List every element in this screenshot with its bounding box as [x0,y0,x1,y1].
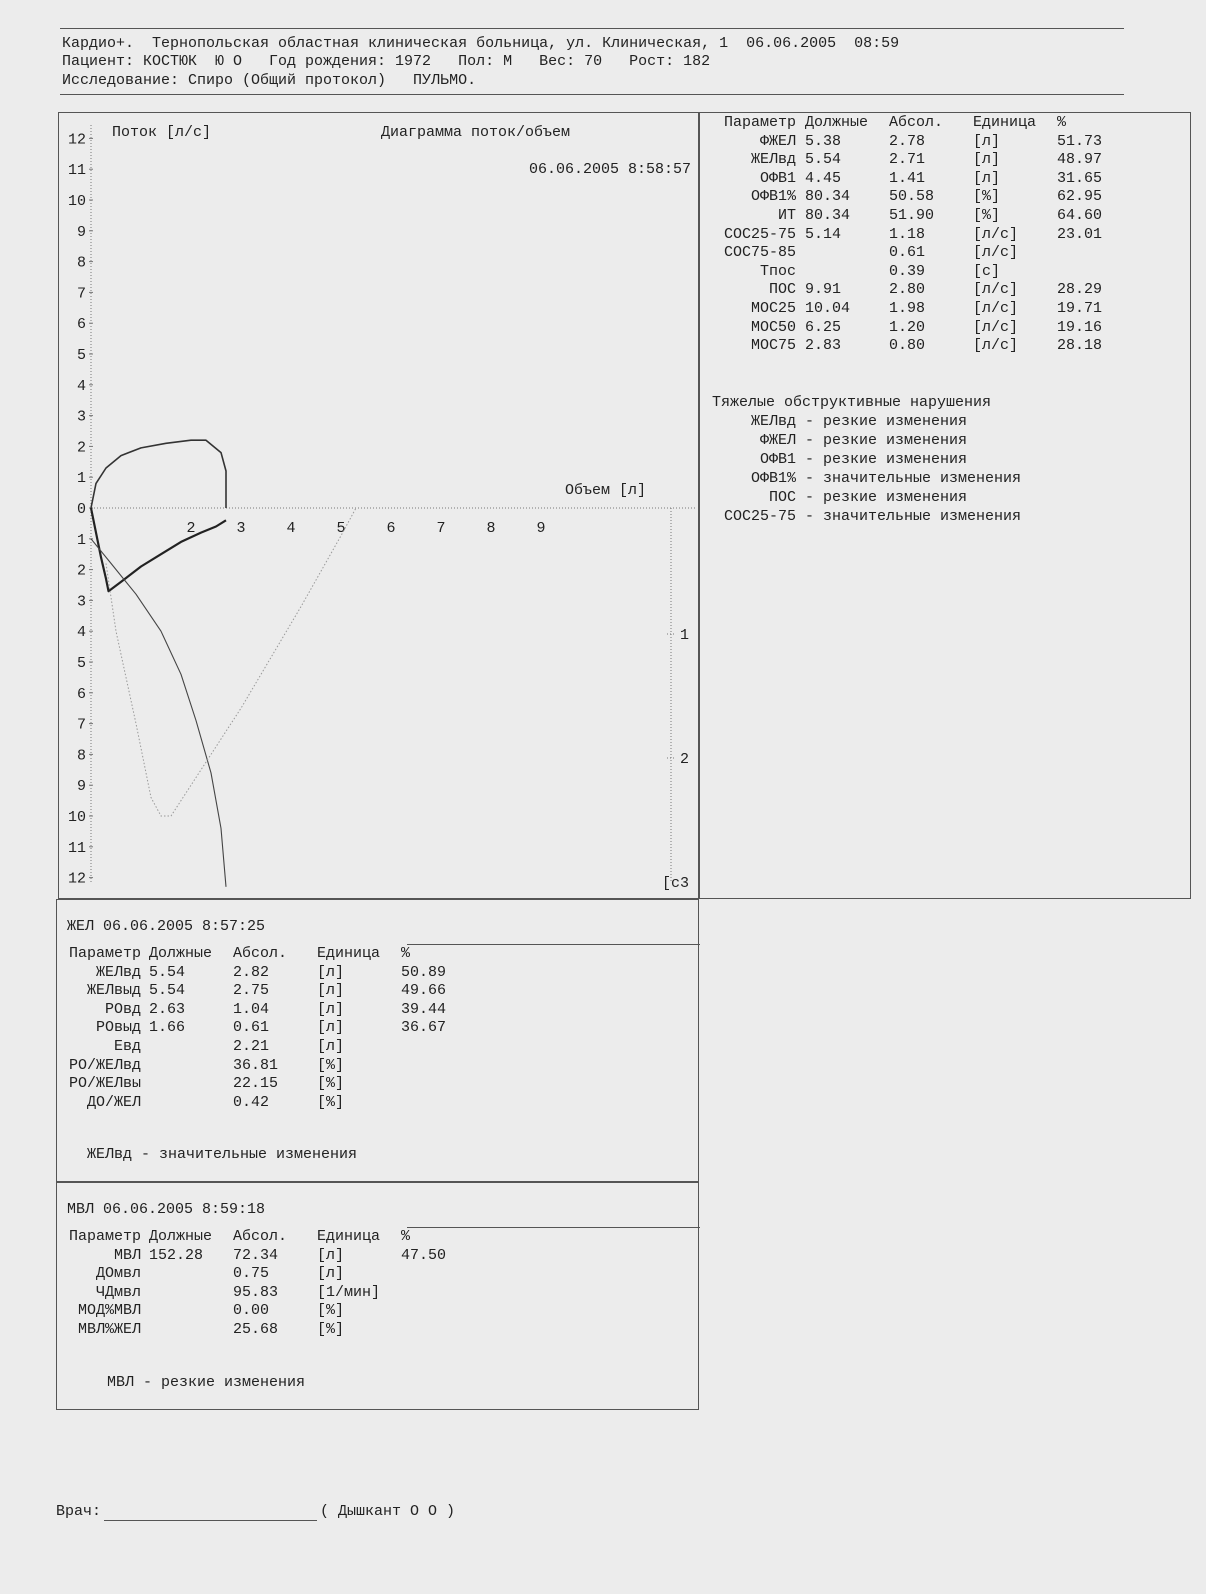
doctor-name: ( Дышкант О О ) [320,1503,456,1520]
col-header-percent: % [1057,114,1067,131]
zhel-section [56,899,699,1182]
y-tick-label: 0 [76,501,86,518]
due-value [141,1057,233,1076]
col-header-param: Параметр [68,1228,141,1245]
abs-value: 0.39 [889,262,926,280]
col-header-unit: Единица [973,114,1037,131]
abs-value: 50.58 [889,188,935,206]
due-value: 5.54 [149,982,186,1000]
chart-right-unit: [с3 [661,875,689,892]
col-header-param: Параметр [68,945,141,962]
y-tick-label: 1 [76,531,86,549]
doctor-label: Врач: [56,1503,102,1520]
table-row [57,1001,446,1020]
unit-value: [л] [317,1019,345,1037]
y-tick-label: 5 [76,347,86,364]
param-name: ПОС [768,281,796,299]
col-header-abs: Абсол. [233,1228,288,1245]
param-name: Евд [113,1037,141,1055]
table-row [712,244,1102,263]
conclusion-param: ОФВ1% [750,470,796,487]
table-row [712,151,1102,170]
header-line-1: Кардио+. Тернопольская областная клиническая больница, ул. Клиническая, 1 06.06.2005 08:59 [62,35,900,52]
mvl-title: МВЛ 06.06.2005 8:59:18 [67,1201,266,1218]
conclusion-item [712,412,1021,431]
zhel-title: ЖЕЛ 06.06.2005 8:57:25 [67,918,266,935]
col-header-unit: Единица [317,945,381,962]
abs-value: 22.15 [233,1075,279,1093]
percent-value: 51.73 [1057,132,1103,150]
unit-value: [%] [317,1056,345,1074]
percent-value: 39.44 [401,1000,447,1018]
param-name: ЖЕЛвд [95,963,141,981]
unit-value: [л] [317,963,345,981]
conclusion-param: ОФВ1 [759,451,796,468]
abs-value: 0.00 [233,1302,270,1320]
x-tick-label: 9 [536,520,546,537]
zhel-rule [407,944,700,945]
mvl-rule [407,1227,700,1228]
unit-value: [%] [973,206,1001,224]
abs-value: 36.81 [233,1056,279,1074]
abs-value: 1.20 [889,318,926,336]
table-row [57,1302,446,1321]
param-name: МОС50 [750,318,796,336]
x-tick-label: 8 [486,520,496,537]
table-row [712,170,1102,189]
header-line-2: Пациент: КОСТЮК Ю О Год рождения: 1972 Пол: М Вес: 70 Рост: 182 [62,53,711,70]
percent-value [401,1057,446,1076]
unit-value: [л/с] [973,299,1019,317]
percent-value [401,1284,446,1303]
conclusion-text: резкие изменения [823,451,968,468]
conclusion-param: ПОС [768,489,796,506]
percent-value [1057,244,1102,263]
zhel-conclusion: ЖЕЛвд - значительные изменения [87,1146,358,1163]
table-row [712,188,1102,207]
col-header-percent: % [401,1228,411,1245]
abs-value: 2.80 [889,281,926,299]
conclusion-item [712,507,1021,526]
col-header-percent: % [401,945,411,962]
flow-volume-chart [58,112,699,899]
series-line-2 [91,508,226,591]
signature-line [104,1520,317,1521]
table-row [712,281,1102,300]
y-tick-label: 10 [67,809,86,826]
unit-value: [л] [317,982,345,1000]
percent-value: 49.66 [401,982,447,1000]
percent-value: 47.50 [401,1246,447,1264]
conclusion-list [712,412,1021,526]
mvl-conclusion: МВЛ - резкие изменения [107,1374,306,1391]
percent-value [401,1038,446,1057]
header-rule-top [60,28,1124,29]
unit-value: [л/с] [973,281,1019,299]
table-row [712,337,1102,356]
abs-value: 1.41 [889,169,926,187]
conclusion-item [712,431,1021,450]
conclusion-text: резкие изменения [823,413,968,430]
due-value [141,1094,233,1113]
param-name: ДО/ЖЕЛ [86,1093,141,1111]
param-name: МВЛ%ЖЕЛ [77,1320,141,1338]
abs-value: 1.04 [233,1000,270,1018]
percent-value: 23.01 [1057,225,1103,243]
due-value: 2.63 [149,1000,186,1018]
table-row [57,1075,446,1094]
abs-value: 25.68 [233,1320,279,1338]
y-tick-label: 5 [76,655,86,672]
due-value: 2.83 [805,337,842,355]
mvl-section [56,1182,699,1410]
abs-value: 51.90 [889,206,935,224]
x-tick-label: 7 [436,520,446,537]
col-header-abs: Абсол. [889,114,944,131]
unit-value: [л] [973,169,1001,187]
conclusion-param: ФЖЕЛ [759,432,796,449]
due-value: 5.14 [805,225,842,243]
due-value: 6.25 [805,318,842,336]
y-tick-label: 11 [67,839,86,857]
table-row [712,133,1102,152]
due-value [141,1302,233,1321]
header-rule-bottom [60,94,1124,95]
percent-value: 48.97 [1057,151,1103,169]
time-tick-label: 1 [679,627,689,644]
unit-value: [%] [317,1302,345,1320]
table-row [57,1019,446,1038]
x-tick-label: 5 [336,520,346,537]
conclusion-item [712,469,1021,488]
due-value [141,1038,233,1057]
unit-value: [л] [317,1246,345,1264]
series-line-4 [106,508,356,816]
table-row [712,319,1102,338]
param-name: ЧДмвл [95,1283,141,1301]
abs-value: 2.71 [889,151,926,169]
abs-value: 2.75 [233,982,270,1000]
chart-series [91,440,356,887]
percent-value [401,1075,446,1094]
due-value [796,244,889,263]
table-row [712,300,1102,319]
table-row [712,263,1102,282]
unit-value: [%] [317,1320,345,1338]
param-name: МОД%МВЛ [77,1302,141,1320]
abs-value: 0.75 [233,1265,270,1283]
abs-value: 2.82 [233,963,270,981]
y-tick-label: 6 [76,316,86,334]
percent-value: 31.65 [1057,169,1103,187]
table-row [712,207,1102,226]
unit-value: [л] [317,1265,345,1283]
due-value: 1.66 [149,1019,186,1037]
due-value [796,263,889,282]
unit-value: [л/с] [973,244,1019,262]
percent-value: 28.18 [1057,337,1103,355]
unit-value: [л] [973,132,1001,150]
due-value: 5.38 [805,132,842,150]
abs-value: 0.61 [233,1019,270,1037]
y-tick-label: 6 [76,685,86,703]
table-row [57,982,446,1001]
x-tick-label: 4 [286,520,296,537]
abs-value: 2.78 [889,132,926,150]
param-name: РОвд [104,1000,141,1018]
table-row [57,964,446,983]
table-header-row [712,114,1102,133]
y-tick-label: 4 [76,624,86,642]
abs-value: 0.61 [889,244,926,262]
unit-value: [л] [973,151,1001,169]
due-value: 152.28 [149,1246,204,1264]
chart-axes [68,125,695,888]
unit-value: [л] [317,1037,345,1055]
conclusion-separator: - [796,451,824,468]
due-value [141,1075,233,1094]
table-row [57,1247,446,1266]
unit-value: [л/с] [973,318,1019,336]
abs-value: 72.34 [233,1246,279,1264]
percent-value [401,1302,446,1321]
table-row [57,1321,446,1340]
col-header-param: Параметр [723,114,796,131]
conclusion-text: значительные изменения [823,470,1022,487]
percent-value [401,1265,446,1284]
param-name: РО/ЖЕЛвы [68,1075,141,1093]
conclusion-separator: - [796,489,824,506]
col-header-abs: Абсол. [233,945,288,962]
spiro-params-table [712,114,1102,356]
y-tick-label: 1 [76,470,86,488]
abs-value: 0.42 [233,1093,270,1111]
due-value: 5.54 [805,151,842,169]
due-value [141,1321,233,1340]
abs-value: 2.21 [233,1037,270,1055]
unit-value: [л/с] [973,337,1019,355]
param-name: РО/ЖЕЛвд [68,1056,141,1074]
conclusion-separator: - [796,432,824,449]
conclusion-separator: - [796,470,824,487]
due-value [141,1265,233,1284]
param-name: МВЛ [113,1246,141,1264]
col-header-due: Должные [805,114,869,131]
param-name: ФЖЕЛ [759,132,796,150]
param-name: МОС25 [750,299,796,317]
y-tick-label: 12 [67,131,86,149]
conclusion-text: резкие изменения [823,489,968,506]
table-header-row [57,945,446,964]
unit-value: [%] [317,1093,345,1111]
header-line-3: Исследование: Спиро (Общий протокол) ПУЛЬМО. [62,72,477,89]
percent-value: 50.89 [401,963,447,981]
conclusion-item [712,488,1021,507]
zhel-params-table [57,945,446,1112]
x-tick-label: 3 [236,520,246,537]
series-line-3 [91,539,226,887]
param-name: ЖЕЛвыд [86,982,141,1000]
conclusion-separator: - [796,508,824,525]
table-row [57,1094,446,1113]
conclusion-text: резкие изменения [823,432,968,449]
conclusion-text: значительные изменения [823,508,1022,525]
y-tick-label: 8 [76,747,86,765]
conclusion-item [712,450,1021,469]
y-tick-label: 7 [76,716,86,734]
table-row [57,1057,446,1076]
param-name: СОС75-85 [723,244,796,262]
percent-value: 64.60 [1057,206,1103,224]
y-tick-label: 11 [67,162,86,180]
percent-value: 19.71 [1057,299,1103,317]
col-header-unit: Единица [317,1228,381,1245]
unit-value: [л/с] [973,225,1019,243]
table-row [57,1038,446,1057]
due-value: 10.04 [805,299,851,317]
param-name: ОФВ1 [759,169,796,187]
series-line-1 [91,440,226,508]
param-name: ОФВ1% [750,188,796,206]
conclusion-separator: - [796,413,824,430]
unit-value: [%] [973,188,1001,206]
param-name: ЖЕЛвд [750,151,796,169]
abs-value: 95.83 [233,1283,279,1301]
due-value: 5.54 [149,963,186,981]
percent-value: 62.95 [1057,188,1103,206]
y-tick-label: 9 [76,778,86,796]
due-value: 80.34 [805,206,851,224]
y-tick-label: 3 [76,593,86,611]
due-value: 9.91 [805,281,842,299]
chart-title: Диаграмма поток/объем [381,124,571,141]
unit-value: [%] [317,1075,345,1093]
unit-value: [с] [973,262,1001,280]
col-header-due: Должные [149,945,213,962]
chart-xlabel: Объем [л] [564,482,646,499]
unit-value: [1/мин] [317,1283,381,1301]
y-tick-label: 2 [76,439,86,457]
param-name: Тпос [759,262,796,280]
abs-value: 0.80 [889,337,926,355]
param-name: МОС75 [750,337,796,355]
x-tick-label: 6 [386,520,396,537]
param-name: РОвыд [95,1019,141,1037]
chart-timestamp: 06.06.2005 8:58:57 [528,161,691,178]
conclusion-param: ЖЕЛвд [750,413,796,430]
due-value: 80.34 [805,188,851,206]
y-tick-label: 8 [76,254,86,272]
percent-value [401,1094,446,1113]
spiro-results-panel [699,112,1191,899]
table-header-row [57,1228,446,1247]
param-name: ИТ [777,206,796,224]
percent-value [401,1321,446,1340]
y-tick-label: 10 [67,193,86,210]
percent-value [1057,263,1102,282]
param-name: СОС25-75 [723,225,796,243]
abs-value: 1.98 [889,299,926,317]
y-tick-label: 2 [76,562,86,580]
mvl-params-table [57,1228,446,1340]
percent-value: 28.29 [1057,281,1103,299]
table-row [57,1265,446,1284]
time-tick-label: 2 [679,751,689,768]
col-header-due: Должные [149,1228,213,1245]
chart-ylabel: Поток [л/с] [112,124,212,141]
y-tick-label: 4 [76,377,86,395]
y-tick-label: 9 [76,223,86,241]
conclusion-title: Тяжелые обструктивные нарушения [712,394,992,411]
param-name: ДОмвл [95,1265,141,1283]
due-value [141,1284,233,1303]
x-tick-label: 2 [186,520,196,537]
abs-value: 1.18 [889,225,926,243]
conclusion-param: СОС25-75 [723,508,796,525]
unit-value: [л] [317,1000,345,1018]
y-tick-label: 7 [76,285,86,303]
table-row [712,226,1102,245]
flow-volume-chart-svg [59,113,700,900]
table-row [57,1284,446,1303]
due-value: 4.45 [805,169,842,187]
percent-value: 19.16 [1057,318,1103,336]
percent-value: 36.67 [401,1019,447,1037]
y-tick-label: 3 [76,408,86,426]
y-tick-label: 12 [67,870,86,888]
